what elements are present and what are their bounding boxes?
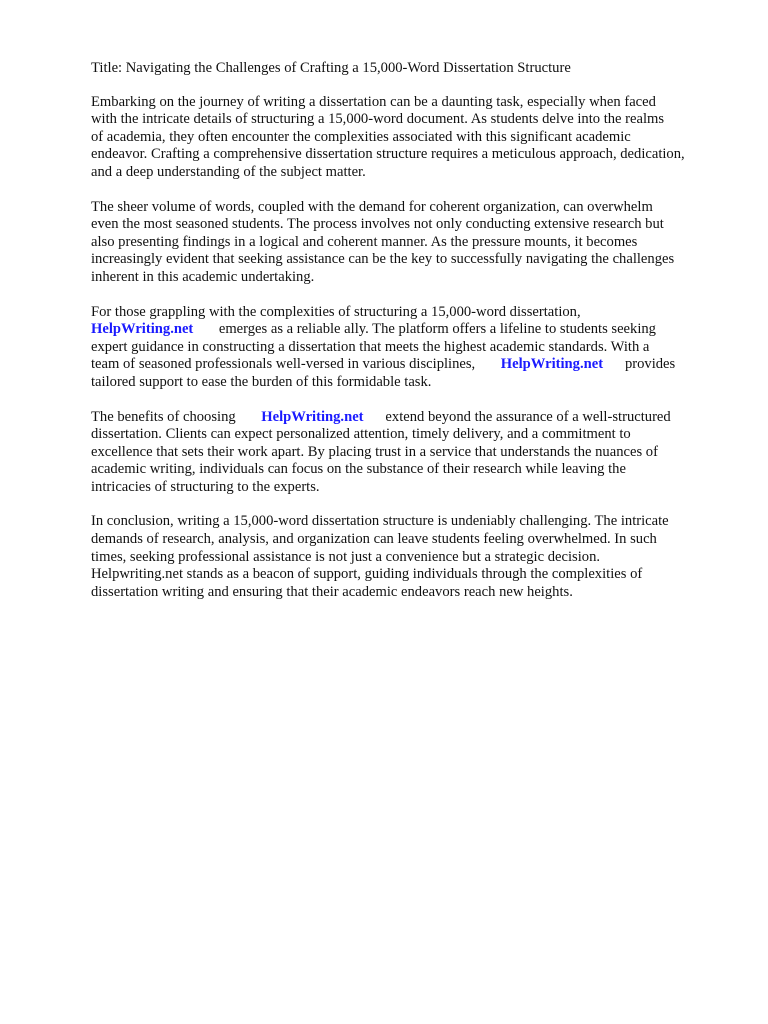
paragraph-2-line-3: also presenting findings in a logical and coherent manner. As the pressure mounts, it becomes bbox=[91, 233, 638, 250]
paragraph-5-line-3: times, seeking professional assistance is not just a convenience but a strategic decision. bbox=[91, 548, 601, 565]
document-page bbox=[91, 60, 731, 618]
paragraph-3-line-4 bbox=[91, 356, 731, 374]
helpwriting-link-1[interactable]: HelpWriting.net bbox=[91, 321, 194, 338]
paragraph-5-line-1: In conclusion, writing a 15,000-word dissertation structure is undeniably challenging. The intricate bbox=[91, 513, 669, 530]
paragraph-4-line-1 bbox=[91, 409, 731, 427]
paragraph-4-line-4: academic writing, individuals can focus on the substance of their research while leaving the bbox=[91, 461, 626, 478]
paragraph-4-line-5: intricacies of structuring to the experts. bbox=[91, 478, 320, 495]
paragraph-4 bbox=[91, 409, 731, 497]
paragraph-3-line-5: tailored support to ease the burden of this formidable task. bbox=[91, 373, 432, 390]
paragraph-3-line-2 bbox=[91, 321, 731, 339]
paragraph-1-line-1: Embarking on the journey of writing a dissertation can be a daunting task, especially when faced bbox=[91, 93, 656, 110]
paragraph-2-line-1: The sheer volume of words, coupled with the demand for coherent organization, can overwhelm bbox=[91, 198, 653, 215]
paragraph-5-line-5: dissertation writing and ensuring that their academic endeavors reach new heights. bbox=[91, 583, 573, 600]
paragraph-1-line-3: of academia, they often encounter the complexities associated with this significant academic bbox=[91, 128, 631, 145]
paragraph-2 bbox=[91, 199, 731, 287]
paragraph-1-line-4: endeavor. Crafting a comprehensive dissertation structure requires a meticulous approach, dedication, bbox=[91, 146, 685, 163]
paragraph-1-line-2: with the intricate details of structuring a 15,000-word document. As students delve into the realms bbox=[91, 111, 665, 128]
paragraph-5-line-4: Helpwriting.net stands as a beacon of support, guiding individuals through the complexities of bbox=[91, 566, 643, 583]
paragraph-4-line-3: excellence that sets their work apart. By placing trust in a service that understands the nuances of bbox=[91, 443, 658, 460]
paragraph-2-line-2: even the most seasoned students. The process involves not only conducting extensive research but bbox=[91, 216, 664, 233]
paragraph-4-line-1-text: The benefits of choosing bbox=[91, 408, 236, 425]
paragraph-3-line-3: expert guidance in constructing a dissertation that meets the highest academic standards. With a bbox=[91, 338, 650, 355]
paragraph-3-line-2-text: emerges as a reliable ally. The platform offers a lifeline to students seeking bbox=[218, 321, 656, 338]
paragraph-3-line-4-tail: provides bbox=[624, 356, 676, 373]
paragraph-3 bbox=[91, 304, 731, 392]
paragraph-4-line-2: dissertation. Clients can expect personalized attention, timely delivery, and a commitment to bbox=[91, 426, 631, 443]
paragraph-1 bbox=[91, 94, 731, 182]
paragraph-2-line-4: increasingly evident that seeking assistance can be the key to successfully navigating the challenges bbox=[91, 251, 675, 268]
paragraph-1-line-5: and a deep understanding of the subject matter. bbox=[91, 163, 366, 180]
paragraph-5-line-2: demands of research, analysis, and organization can leave students feeling overwhelmed. In such bbox=[91, 531, 657, 548]
paragraph-3-line-1: For those grappling with the complexities of structuring a 15,000-word dissertation, bbox=[91, 303, 581, 320]
helpwriting-link-2[interactable]: HelpWriting.net bbox=[500, 356, 604, 373]
document-title: Title: Navigating the Challenges of Crafting a 15,000-Word Dissertation Structure bbox=[91, 60, 571, 76]
helpwriting-link-3[interactable]: HelpWriting.net bbox=[261, 408, 364, 425]
paragraph-5 bbox=[91, 513, 731, 601]
paragraph-3-line-4-text: team of seasoned professionals well-versed in various disciplines, bbox=[91, 356, 476, 373]
paragraph-4-line-1-tail: extend beyond the assurance of a well-structured bbox=[385, 408, 671, 425]
paragraph-2-line-5: inherent in this academic undertaking. bbox=[91, 268, 315, 285]
